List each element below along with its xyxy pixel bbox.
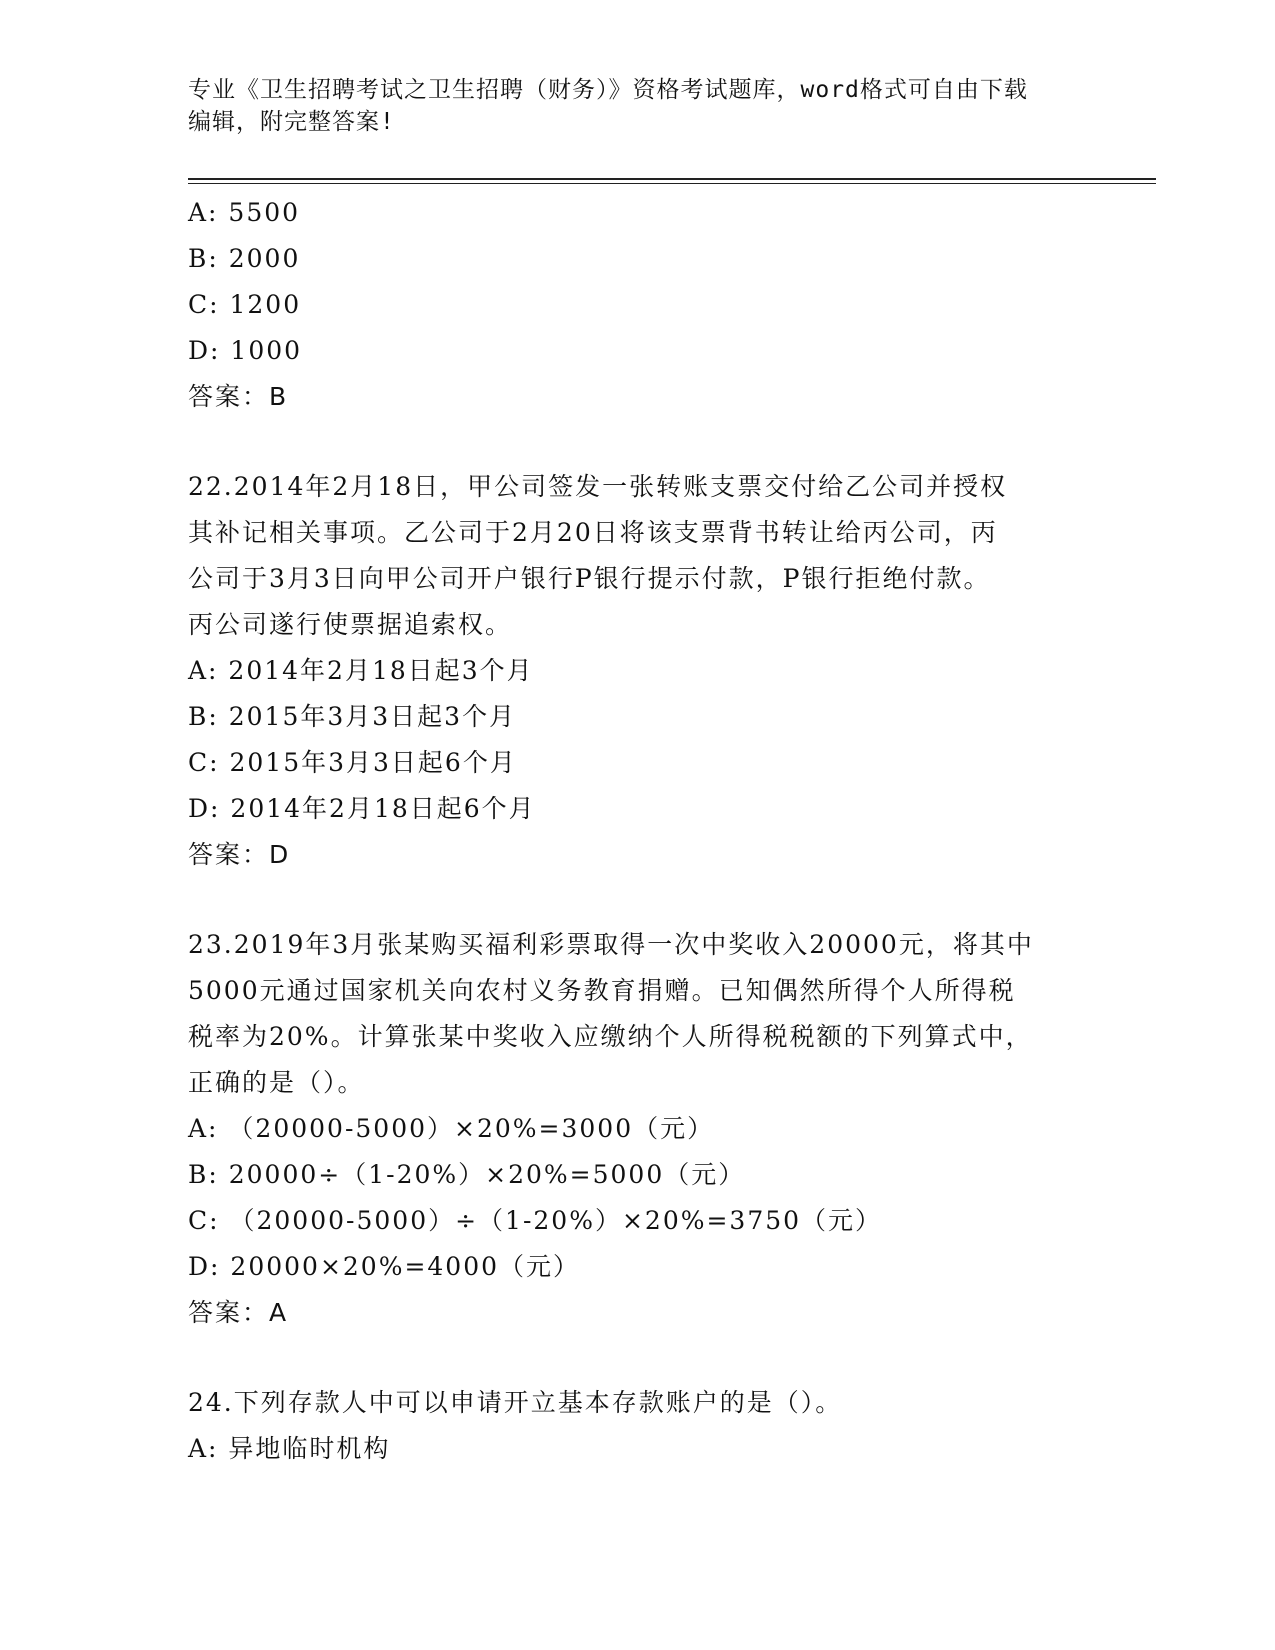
- spacer: [188, 1336, 1088, 1380]
- question-stem-line: 其补记相关事项。乙公司于2月20日将该支票背书转让给丙公司，丙: [188, 518, 998, 547]
- question-stem-line: 22.2014年2月18日，甲公司签发一张转账支票交付给乙公司并授权: [188, 472, 1008, 501]
- option-c: C: 2015年3月3日起6个月: [188, 748, 517, 777]
- option-a: A: 2014年2月18日起3个月: [188, 656, 534, 685]
- option-a: A: 5500: [188, 198, 301, 227]
- option-d: D: 2014年2月18日起6个月: [188, 794, 536, 823]
- answer: 答案：A: [188, 1298, 289, 1327]
- option-b: B: 2015年3月3日起3个月: [188, 702, 517, 731]
- question-stem-line: 5000元通过国家机关向农村义务教育捐赠。已知偶然所得个人所得税: [188, 976, 1016, 1005]
- option-a: A: （20000-5000）×20%=3000（元）: [188, 1114, 715, 1143]
- question-stem-line: 税率为20%。计算张某中奖收入应缴纳个人所得税税额的下列算式中，: [188, 1022, 1033, 1051]
- question-23: [188, 922, 1088, 1336]
- question-22: [188, 464, 1088, 878]
- spacer: [188, 878, 1088, 922]
- question-stem-line: 24.下列存款人中可以申请开立基本存款账户的是（）。: [188, 1388, 843, 1417]
- option-b: B: 20000÷（1-20%）×20%=5000（元）: [188, 1160, 746, 1189]
- answer: 答案：D: [188, 840, 291, 869]
- option-c: C: 1200: [188, 290, 302, 319]
- option-d: D: 1000: [188, 336, 303, 365]
- answer: 答案：B: [188, 382, 289, 411]
- question-stem-line: 公司于3月3日向甲公司开户银行P银行提示付款，P银行拒绝付款。: [188, 564, 991, 593]
- spacer: [188, 420, 1088, 464]
- question-21: [188, 190, 1088, 420]
- question-stem-line: 23.2019年3月张某购买福利彩票取得一次中奖收入20000元，将其中: [188, 930, 1034, 959]
- option-c: C: （20000-5000）÷（1-20%）×20%=3750（元）: [188, 1206, 883, 1235]
- document-body: [188, 190, 1088, 1472]
- header-rule-thin: [188, 183, 1156, 184]
- header-rule: [188, 178, 1156, 180]
- option-b: B: 2000: [188, 244, 301, 273]
- option-d: D: 20000×20%=4000（元）: [188, 1252, 581, 1281]
- question-24: [188, 1380, 1088, 1472]
- document-header: [188, 74, 1088, 138]
- question-stem-line: 丙公司遂行使票据追索权。: [188, 610, 513, 639]
- header-line-2: 编辑，附完整答案!: [188, 109, 395, 135]
- header-line-1: 专业《卫生招聘考试之卫生招聘（财务）》资格考试题库，word格式可自由下载: [188, 77, 1028, 103]
- option-a: A: 异地临时机构: [188, 1434, 391, 1463]
- question-stem-line: 正确的是（）。: [188, 1068, 365, 1097]
